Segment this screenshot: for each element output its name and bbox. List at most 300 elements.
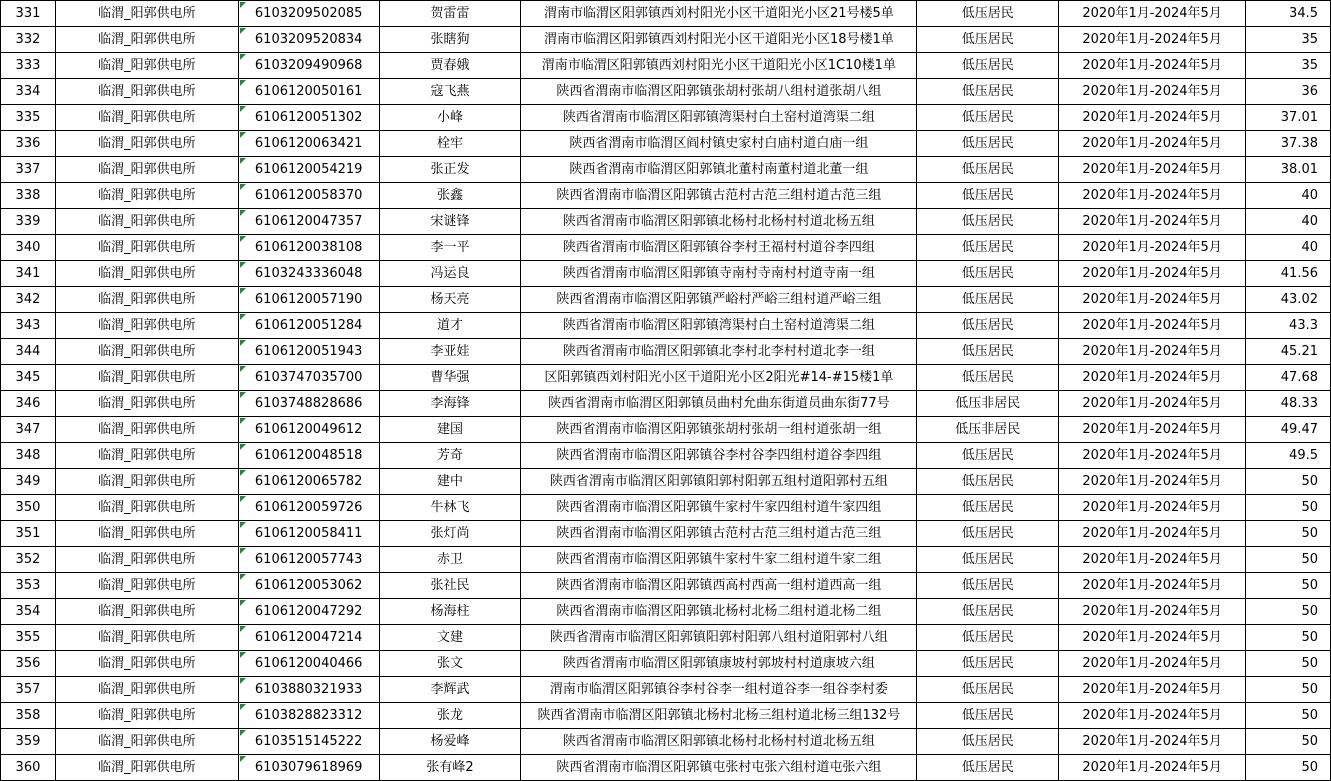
address-text: 陕西省渭南市临渭区阳郭镇阳郭村阳郭五组村道阳郭村五组 [549, 474, 888, 489]
account-number-cell[interactable]: 6106120059726 [238, 495, 379, 521]
account-number-cell[interactable]: 6106120050161 [238, 79, 379, 105]
row-number-cell[interactable]: 341 [1, 261, 56, 287]
customer-name-cell[interactable]: 贾春娥 [379, 53, 521, 79]
user-type-cell[interactable]: 低压居民 [917, 599, 1059, 625]
address-text: 渭南市临渭区阳郭镇谷李村谷李一组村道谷李一组谷李村委 [549, 682, 888, 697]
supply-unit-cell[interactable]: 临渭_阳郭供电所 [55, 547, 238, 573]
row-number-cell[interactable]: 342 [1, 287, 56, 313]
address-text: 陕西省渭南市临渭区阳郭镇古范村古范三组村道古范三组 [556, 188, 882, 203]
amount-cell[interactable]: 43.02 [1246, 287, 1331, 313]
row-number-cell[interactable]: 340 [1, 235, 56, 261]
table-row [1, 599, 1331, 625]
account-number-cell[interactable]: 6103748828686 [238, 391, 379, 417]
table-row [1, 391, 1331, 417]
address-cell[interactable] [521, 625, 917, 651]
account-number-cell[interactable]: 6103828823312 [238, 703, 379, 729]
account-number-cell[interactable]: 6106120051284 [238, 313, 379, 339]
supply-unit-cell[interactable]: 临渭_阳郭供电所 [55, 287, 238, 313]
user-type-cell[interactable]: 低压居民 [917, 339, 1059, 365]
customer-name-cell[interactable]: 栓牢 [379, 131, 521, 157]
address-cell[interactable] [521, 547, 917, 573]
table-row [1, 729, 1331, 755]
supply-unit-cell[interactable]: 临渭_阳郭供电所 [55, 417, 238, 443]
table-row [1, 417, 1331, 443]
account-number-cell[interactable]: 6103209490968 [238, 53, 379, 79]
address-cell[interactable] [521, 703, 917, 729]
row-number-cell[interactable]: 336 [1, 131, 56, 157]
customer-name-cell[interactable]: 张文 [379, 651, 521, 677]
supply-unit-cell[interactable]: 临渭_阳郭供电所 [55, 261, 238, 287]
supply-unit-cell[interactable]: 临渭_阳郭供电所 [55, 651, 238, 677]
period-cell[interactable]: 2020年1月-2024年5月 [1059, 755, 1246, 781]
amount-cell[interactable]: 41.56 [1246, 261, 1331, 287]
user-type-cell[interactable]: 低压居民 [917, 573, 1059, 599]
supply-unit-cell[interactable]: 临渭_阳郭供电所 [55, 729, 238, 755]
row-number-cell[interactable]: 339 [1, 209, 56, 235]
amount-cell[interactable]: 50 [1246, 573, 1331, 599]
amount-cell[interactable]: 50 [1246, 521, 1331, 547]
row-number-cell[interactable]: 353 [1, 573, 56, 599]
supply-unit-cell[interactable]: 临渭_阳郭供电所 [55, 625, 238, 651]
period-cell[interactable]: 2020年1月-2024年5月 [1059, 365, 1246, 391]
supply-unit-cell[interactable]: 临渭_阳郭供电所 [55, 677, 238, 703]
amount-cell[interactable]: 34.5 [1246, 1, 1331, 27]
period-cell[interactable]: 2020年1月-2024年5月 [1059, 79, 1246, 105]
row-number-cell[interactable]: 346 [1, 391, 56, 417]
address-text: 陕西省渭南市临渭区阳郭镇康坡村郭坡村村道康坡六组 [562, 656, 875, 671]
table-row [1, 573, 1331, 599]
table-row [1, 209, 1331, 235]
user-type-cell[interactable]: 低压居民 [917, 495, 1059, 521]
amount-cell[interactable]: 43.3 [1246, 313, 1331, 339]
address-text: 陕西省渭南市临渭区阳郭镇员曲村允曲东街道员曲东街77号 [548, 396, 890, 411]
table-body [1, 1, 1331, 781]
address-text: 陕西省渭南市临渭区阳郭镇北李村北李村村道北李一组 [562, 344, 875, 359]
period-cell[interactable]: 2020年1月-2024年5月 [1059, 261, 1246, 287]
table-row [1, 183, 1331, 209]
supply-unit-cell[interactable]: 临渭_阳郭供电所 [55, 313, 238, 339]
row-number-cell[interactable]: 355 [1, 625, 56, 651]
row-number-cell[interactable]: 357 [1, 677, 56, 703]
account-number-cell[interactable]: 6106120058411 [238, 521, 379, 547]
row-number-cell[interactable]: 358 [1, 703, 56, 729]
table-row [1, 443, 1331, 469]
period-cell[interactable]: 2020年1月-2024年5月 [1059, 625, 1246, 651]
account-number-cell[interactable]: 6106120054219 [238, 157, 379, 183]
amount-cell[interactable]: 47.68 [1246, 365, 1331, 391]
account-number-cell[interactable]: 6106120047292 [238, 599, 379, 625]
table-row [1, 131, 1331, 157]
amount-cell[interactable]: 40 [1246, 183, 1331, 209]
table-row [1, 53, 1331, 79]
address-cell[interactable] [521, 183, 917, 209]
user-type-cell[interactable]: 低压居民 [917, 53, 1059, 79]
amount-cell[interactable]: 50 [1246, 755, 1331, 781]
supply-unit-cell[interactable]: 临渭_阳郭供电所 [55, 79, 238, 105]
address-cell[interactable] [521, 287, 917, 313]
address-text: 陕西省渭南市临渭区阳郭镇谷李村谷李四组村道谷李四组 [556, 448, 882, 463]
supply-unit-cell[interactable]: 临渭_阳郭供电所 [55, 339, 238, 365]
address-cell[interactable] [521, 443, 917, 469]
supply-unit-cell[interactable]: 临渭_阳郭供电所 [55, 209, 238, 235]
account-number-cell[interactable]: 6103209520834 [238, 27, 379, 53]
period-cell[interactable]: 2020年1月-2024年5月 [1059, 157, 1246, 183]
table-row [1, 365, 1331, 391]
table-row [1, 1, 1331, 27]
account-number-cell[interactable]: 6103880321933 [238, 677, 379, 703]
amount-cell[interactable]: 45.21 [1246, 339, 1331, 365]
row-number-cell[interactable]: 360 [1, 755, 56, 781]
user-type-cell[interactable]: 低压居民 [917, 183, 1059, 209]
amount-cell[interactable]: 50 [1246, 599, 1331, 625]
customer-name-cell[interactable]: 杨天亮 [379, 287, 521, 313]
amount-cell[interactable]: 50 [1246, 495, 1331, 521]
address-cell[interactable] [521, 521, 917, 547]
row-number-cell[interactable]: 344 [1, 339, 56, 365]
period-cell[interactable]: 2020年1月-2024年5月 [1059, 573, 1246, 599]
period-cell[interactable]: 2020年1月-2024年5月 [1059, 495, 1246, 521]
period-cell[interactable]: 2020年1月-2024年5月 [1059, 287, 1246, 313]
address-text: 渭南市临渭区阳郭镇西刘村阳光小区干道阳光小区18号楼1单 [543, 32, 894, 47]
row-number-cell[interactable]: 348 [1, 443, 56, 469]
row-number-cell[interactable]: 334 [1, 79, 56, 105]
user-type-cell[interactable]: 低压居民 [917, 365, 1059, 391]
customer-name-cell[interactable]: 李亚娃 [379, 339, 521, 365]
user-type-cell[interactable]: 低压非居民 [917, 391, 1059, 417]
user-type-cell[interactable]: 低压居民 [917, 547, 1059, 573]
period-cell[interactable]: 2020年1月-2024年5月 [1059, 599, 1246, 625]
supply-unit-cell[interactable]: 临渭_阳郭供电所 [55, 235, 238, 261]
row-number-cell[interactable]: 350 [1, 495, 56, 521]
user-type-cell[interactable]: 低压居民 [917, 27, 1059, 53]
account-number-cell[interactable]: 6106120051302 [238, 105, 379, 131]
address-text: 陕西省渭南市临渭区阳郭镇湾渠村白土窑村道湾渠二组 [562, 318, 875, 333]
amount-cell[interactable]: 50 [1246, 651, 1331, 677]
customer-name-cell[interactable]: 曹华强 [379, 365, 521, 391]
account-number-cell[interactable]: 6106120047357 [238, 209, 379, 235]
table-row [1, 677, 1331, 703]
supply-unit-cell[interactable]: 临渭_阳郭供电所 [55, 703, 238, 729]
user-type-cell[interactable]: 低压居民 [917, 703, 1059, 729]
supply-unit-cell[interactable]: 临渭_阳郭供电所 [55, 443, 238, 469]
supply-unit-cell[interactable]: 临渭_阳郭供电所 [55, 521, 238, 547]
address-cell[interactable] [521, 157, 917, 183]
user-type-cell[interactable]: 低压居民 [917, 105, 1059, 131]
address-cell[interactable] [521, 651, 917, 677]
supply-unit-cell[interactable]: 临渭_阳郭供电所 [55, 495, 238, 521]
account-number-cell[interactable]: 6106120048518 [238, 443, 379, 469]
amount-cell[interactable]: 50 [1246, 547, 1331, 573]
period-cell[interactable]: 2020年1月-2024年5月 [1059, 677, 1246, 703]
customer-name-cell[interactable]: 杨海柱 [379, 599, 521, 625]
row-number-cell[interactable]: 349 [1, 469, 56, 495]
period-cell[interactable]: 2020年1月-2024年5月 [1059, 729, 1246, 755]
customer-name-cell[interactable]: 张正发 [379, 157, 521, 183]
user-type-cell[interactable]: 低压居民 [917, 625, 1059, 651]
account-number-cell[interactable]: 6106120063421 [238, 131, 379, 157]
supply-unit-cell[interactable]: 临渭_阳郭供电所 [55, 391, 238, 417]
user-type-cell[interactable]: 低压居民 [917, 651, 1059, 677]
user-type-cell[interactable]: 低压居民 [917, 313, 1059, 339]
customer-name-cell[interactable]: 道才 [379, 313, 521, 339]
address-cell[interactable] [521, 209, 917, 235]
address-cell[interactable] [521, 261, 917, 287]
amount-cell[interactable]: 50 [1246, 703, 1331, 729]
row-number-cell[interactable]: 347 [1, 417, 56, 443]
user-type-cell[interactable]: 低压居民 [917, 261, 1059, 287]
amount-cell[interactable]: 40 [1246, 235, 1331, 261]
period-cell[interactable]: 2020年1月-2024年5月 [1059, 703, 1246, 729]
address-text: 陕西省渭南市临渭区阳郭镇湾渠村白土窑村道湾渠二组 [562, 110, 875, 125]
account-number-cell[interactable]: 6103747035700 [238, 365, 379, 391]
account-number-cell[interactable]: 6106120049612 [238, 417, 379, 443]
address-text: 陕西省渭南市临渭区阳郭镇谷李村王福村村道谷李四组 [562, 240, 875, 255]
user-type-cell[interactable]: 低压居民 [917, 287, 1059, 313]
table-row [1, 313, 1331, 339]
account-number-cell[interactable]: 6106120051943 [238, 339, 379, 365]
customer-name-cell[interactable]: 建中 [379, 469, 521, 495]
amount-cell[interactable]: 50 [1246, 729, 1331, 755]
customer-name-cell[interactable]: 寇飞燕 [379, 79, 521, 105]
account-number-cell[interactable]: 6106120053062 [238, 573, 379, 599]
period-cell[interactable]: 2020年1月-2024年5月 [1059, 651, 1246, 677]
customer-name-cell[interactable]: 李辉武 [379, 677, 521, 703]
address-text: 陕西省渭南市临渭区阎村镇史家村白庙村道白庙一组 [569, 136, 869, 151]
amount-cell[interactable]: 35 [1246, 53, 1331, 79]
address-cell[interactable] [521, 79, 917, 105]
row-number-cell[interactable]: 345 [1, 365, 56, 391]
user-type-cell[interactable]: 低压居民 [917, 443, 1059, 469]
supply-unit-cell[interactable]: 临渭_阳郭供电所 [55, 755, 238, 781]
supply-unit-cell[interactable]: 临渭_阳郭供电所 [55, 53, 238, 79]
amount-cell[interactable]: 35 [1246, 27, 1331, 53]
user-type-cell[interactable]: 低压居民 [917, 1, 1059, 27]
row-number-cell[interactable]: 352 [1, 547, 56, 573]
customer-name-cell[interactable]: 赤卫 [379, 547, 521, 573]
table-row [1, 703, 1331, 729]
address-cell[interactable] [521, 235, 917, 261]
period-cell[interactable]: 2020年1月-2024年5月 [1059, 443, 1246, 469]
customer-name-cell[interactable]: 小峰 [379, 105, 521, 131]
address-cell[interactable] [521, 573, 917, 599]
table-row [1, 339, 1331, 365]
address-cell[interactable] [521, 1, 917, 27]
user-type-cell[interactable]: 低压居民 [917, 209, 1059, 235]
row-number-cell[interactable]: 335 [1, 105, 56, 131]
supply-unit-cell[interactable]: 临渭_阳郭供电所 [55, 183, 238, 209]
amount-cell[interactable]: 37.01 [1246, 105, 1331, 131]
supply-unit-cell[interactable]: 临渭_阳郭供电所 [55, 105, 238, 131]
account-number-cell[interactable]: 6103079618969 [238, 755, 379, 781]
user-type-cell[interactable]: 低压居民 [917, 729, 1059, 755]
address-text: 陕西省渭南市临渭区阳郭镇屯张村屯张六组村道屯张六组 [556, 760, 882, 775]
table-row [1, 651, 1331, 677]
address-text: 陕西省渭南市临渭区阳郭镇北杨村北杨二组村道北杨二组 [556, 604, 882, 619]
period-cell[interactable]: 2020年1月-2024年5月 [1059, 105, 1246, 131]
amount-cell[interactable]: 50 [1246, 625, 1331, 651]
customer-name-cell[interactable]: 张瞎狗 [379, 27, 521, 53]
user-type-cell[interactable]: 低压居民 [917, 677, 1059, 703]
account-number-cell[interactable]: 6106120057743 [238, 547, 379, 573]
address-text: 陕西省渭南市临渭区阳郭镇寺南村寺南村村道寺南一组 [562, 266, 875, 281]
table-row [1, 261, 1331, 287]
row-number-cell[interactable]: 351 [1, 521, 56, 547]
table-row [1, 287, 1331, 313]
row-number-cell[interactable]: 337 [1, 157, 56, 183]
customer-name-cell[interactable]: 文建 [379, 625, 521, 651]
address-cell[interactable] [521, 729, 917, 755]
supply-unit-cell[interactable]: 临渭_阳郭供电所 [55, 1, 238, 27]
period-cell[interactable]: 2020年1月-2024年5月 [1059, 469, 1246, 495]
period-cell[interactable]: 2020年1月-2024年5月 [1059, 183, 1246, 209]
account-number-cell[interactable]: 6103209502085 [238, 1, 379, 27]
row-number-cell[interactable]: 331 [1, 1, 56, 27]
address-cell[interactable] [521, 469, 917, 495]
customer-name-cell[interactable]: 杨爱峰 [379, 729, 521, 755]
supply-unit-cell[interactable]: 临渭_阳郭供电所 [55, 469, 238, 495]
address-text: 陕西省渭南市临渭区阳郭镇西高村西高一组村道西高一组 [556, 578, 882, 593]
amount-cell[interactable]: 49.47 [1246, 417, 1331, 443]
address-text: 陕西省渭南市临渭区阳郭镇北杨村北杨三组村道北杨三组132号 [537, 708, 901, 723]
account-number-cell[interactable]: 6106120047214 [238, 625, 379, 651]
row-number-cell[interactable]: 359 [1, 729, 56, 755]
customer-name-cell[interactable]: 张鑫 [379, 183, 521, 209]
amount-cell[interactable]: 49.5 [1246, 443, 1331, 469]
address-cell[interactable] [521, 417, 917, 443]
user-type-cell[interactable]: 低压居民 [917, 79, 1059, 105]
row-number-cell[interactable]: 343 [1, 313, 56, 339]
period-cell[interactable]: 2020年1月-2024年5月 [1059, 521, 1246, 547]
supply-unit-cell[interactable]: 临渭_阳郭供电所 [55, 157, 238, 183]
customer-name-cell[interactable]: 贺雷雷 [379, 1, 521, 27]
address-text: 陕西省渭南市临渭区阳郭镇牛家村牛家四组村道牛家四组 [556, 500, 882, 515]
supply-unit-cell[interactable]: 临渭_阳郭供电所 [55, 599, 238, 625]
user-type-cell[interactable]: 低压居民 [917, 157, 1059, 183]
user-type-cell[interactable]: 低压居民 [917, 521, 1059, 547]
address-cell[interactable] [521, 27, 917, 53]
address-text: 区阳郭镇西刘村阳光小区干道阳光小区2阳光#14-#15楼1单 [544, 370, 894, 385]
customer-name-cell[interactable]: 宋谜锋 [379, 209, 521, 235]
period-cell[interactable]: 2020年1月-2024年5月 [1059, 1, 1246, 27]
account-number-cell[interactable]: 6106120040466 [238, 651, 379, 677]
period-cell[interactable]: 2020年1月-2024年5月 [1059, 131, 1246, 157]
customer-name-cell[interactable]: 牛林飞 [379, 495, 521, 521]
address-cell[interactable] [521, 495, 917, 521]
amount-cell[interactable]: 50 [1246, 469, 1331, 495]
address-cell[interactable] [521, 365, 917, 391]
user-type-cell[interactable]: 低压居民 [917, 469, 1059, 495]
table-row [1, 625, 1331, 651]
supply-unit-cell[interactable]: 临渭_阳郭供电所 [55, 365, 238, 391]
period-cell[interactable]: 2020年1月-2024年5月 [1059, 235, 1246, 261]
customer-name-cell[interactable]: 冯运良 [379, 261, 521, 287]
table-row [1, 495, 1331, 521]
supply-unit-cell[interactable]: 临渭_阳郭供电所 [55, 27, 238, 53]
row-number-cell[interactable]: 332 [1, 27, 56, 53]
amount-cell[interactable]: 48.33 [1246, 391, 1331, 417]
address-cell[interactable] [521, 677, 917, 703]
table-row [1, 235, 1331, 261]
customer-name-cell[interactable]: 芳奇 [379, 443, 521, 469]
table-row [1, 105, 1331, 131]
user-type-cell[interactable]: 低压非居民 [917, 417, 1059, 443]
period-cell[interactable]: 2020年1月-2024年5月 [1059, 209, 1246, 235]
period-cell[interactable]: 2020年1月-2024年5月 [1059, 53, 1246, 79]
account-number-cell[interactable]: 6106120057190 [238, 287, 379, 313]
account-number-cell[interactable]: 6106120065782 [238, 469, 379, 495]
address-cell[interactable] [521, 53, 917, 79]
table-row [1, 469, 1331, 495]
address-cell[interactable] [521, 313, 917, 339]
amount-cell[interactable]: 50 [1246, 677, 1331, 703]
address-text: 陕西省渭南市临渭区阳郭镇阳郭村阳郭八组村道阳郭村八组 [549, 630, 888, 645]
customer-name-cell[interactable]: 李海锋 [379, 391, 521, 417]
account-number-cell[interactable]: 6103515145222 [238, 729, 379, 755]
address-text: 陕西省渭南市临渭区阳郭镇北杨村北杨村村道北杨五组 [562, 734, 875, 749]
period-cell[interactable]: 2020年1月-2024年5月 [1059, 547, 1246, 573]
customer-name-cell[interactable]: 张社民 [379, 573, 521, 599]
address-text: 渭南市临渭区阳郭镇西刘村阳光小区干道阳光小区1C10楼1单 [541, 58, 896, 73]
customer-name-cell[interactable]: 李一平 [379, 235, 521, 261]
table-row [1, 521, 1331, 547]
address-text: 陕西省渭南市临渭区阳郭镇严峪村严峪三组村道严峪三组 [556, 292, 882, 307]
customer-name-cell[interactable]: 张有峰2 [379, 755, 521, 781]
address-text: 陕西省渭南市临渭区阳郭镇北杨村北杨村村道北杨五组 [562, 214, 875, 229]
address-cell[interactable] [521, 339, 917, 365]
amount-cell[interactable]: 40 [1246, 209, 1331, 235]
period-cell[interactable]: 2020年1月-2024年5月 [1059, 417, 1246, 443]
account-number-cell[interactable]: 6106120038108 [238, 235, 379, 261]
address-cell[interactable] [521, 105, 917, 131]
address-text: 陕西省渭南市临渭区阳郭镇古范村古范三组村道古范三组 [556, 526, 882, 541]
row-number-cell[interactable]: 354 [1, 599, 56, 625]
user-type-cell[interactable]: 低压居民 [917, 131, 1059, 157]
table-row [1, 547, 1331, 573]
supply-unit-cell[interactable]: 临渭_阳郭供电所 [55, 131, 238, 157]
customer-name-cell[interactable]: 张灯尚 [379, 521, 521, 547]
row-number-cell[interactable]: 356 [1, 651, 56, 677]
address-cell[interactable] [521, 755, 917, 781]
row-number-cell[interactable]: 338 [1, 183, 56, 209]
address-text: 渭南市临渭区阳郭镇西刘村阳光小区干道阳光小区21号楼5单 [543, 6, 894, 21]
customer-name-cell[interactable]: 张龙 [379, 703, 521, 729]
account-number-cell[interactable]: 6106120058370 [238, 183, 379, 209]
address-cell[interactable] [521, 391, 917, 417]
customer-name-cell[interactable]: 建国 [379, 417, 521, 443]
period-cell[interactable]: 2020年1月-2024年5月 [1059, 391, 1246, 417]
address-cell[interactable] [521, 599, 917, 625]
user-type-cell[interactable]: 低压居民 [917, 755, 1059, 781]
period-cell[interactable]: 2020年1月-2024年5月 [1059, 27, 1246, 53]
amount-cell[interactable]: 38.01 [1246, 157, 1331, 183]
address-text: 陕西省渭南市临渭区阳郭镇张胡村张胡一组村道张胡一组 [556, 422, 882, 437]
user-type-cell[interactable]: 低压居民 [917, 235, 1059, 261]
amount-cell[interactable]: 36 [1246, 79, 1331, 105]
table-row [1, 79, 1331, 105]
row-number-cell[interactable]: 333 [1, 53, 56, 79]
account-number-cell[interactable]: 6103243336048 [238, 261, 379, 287]
address-text: 陕西省渭南市临渭区阳郭镇张胡村张胡八组村道张胡八组 [556, 84, 882, 99]
period-cell[interactable]: 2020年1月-2024年5月 [1059, 339, 1246, 365]
table-row [1, 27, 1331, 53]
supply-unit-cell[interactable]: 临渭_阳郭供电所 [55, 573, 238, 599]
table-row [1, 755, 1331, 781]
address-cell[interactable] [521, 131, 917, 157]
amount-cell[interactable]: 37.38 [1246, 131, 1331, 157]
address-text: 陕西省渭南市临渭区阳郭镇牛家村牛家二组村道牛家二组 [556, 552, 882, 567]
period-cell[interactable]: 2020年1月-2024年5月 [1059, 313, 1246, 339]
table-row [1, 157, 1331, 183]
